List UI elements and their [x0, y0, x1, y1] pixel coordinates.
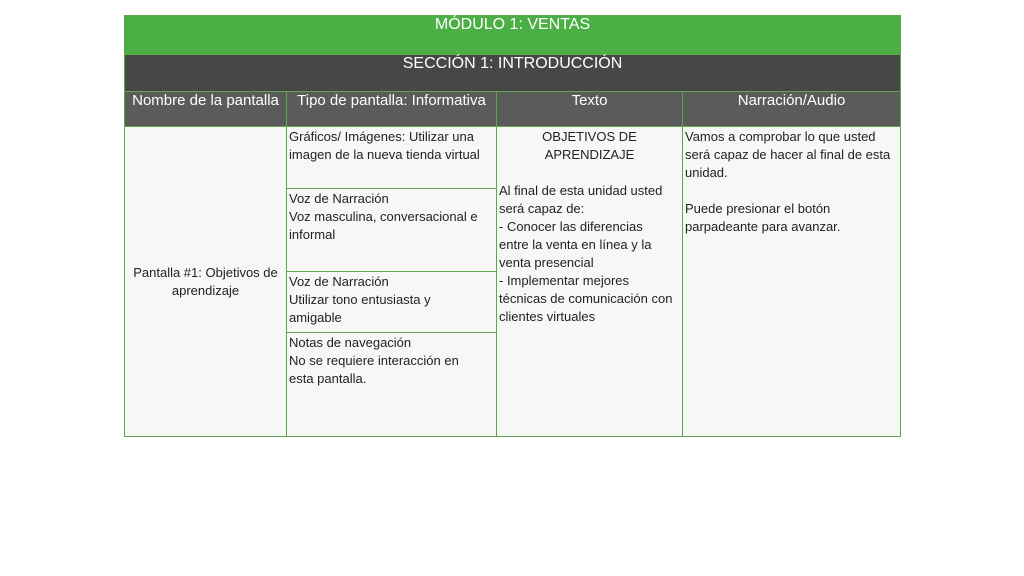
text-line: venta presencial: [499, 255, 594, 270]
type-item-line: Utilizar tono entusiasta y: [289, 292, 431, 307]
text-line: Al final de esta unidad usted: [499, 183, 663, 198]
table-row: [125, 127, 901, 189]
section-title: SECCIÓN 1: INTRODUCCIÓN: [125, 55, 901, 92]
header-screen-type: Tipo de pantalla: Informativa: [287, 92, 497, 127]
type-item-line: No se requiere interacción en: [289, 353, 459, 368]
type-item-graphics: [287, 127, 497, 189]
header-text: Texto: [497, 92, 683, 127]
type-item-line: Voz de Narración: [289, 191, 389, 206]
section-title-row: [125, 55, 901, 92]
narration-cell: [683, 127, 901, 437]
narration-line: Puede presionar el botón: [685, 201, 831, 216]
narration-line: parpadeante para avanzar.: [685, 219, 841, 234]
text-line: será capaz de:: [499, 201, 585, 216]
type-item-line: Gráficos/ Imágenes: Utilizar una: [289, 129, 474, 144]
type-item-navigation: [287, 333, 497, 437]
type-item-line: Voz de Narración: [289, 274, 389, 289]
text-cell: [497, 127, 683, 437]
text-line: - Conocer las diferencias: [499, 219, 643, 234]
type-item-line: esta pantalla.: [289, 371, 367, 386]
header-screen-name: Nombre de la pantalla: [125, 92, 287, 127]
type-item-line: Voz masculina, conversacional e: [289, 209, 478, 224]
type-item-line: amigable: [289, 310, 342, 325]
text-line: - Implementar mejores: [499, 273, 630, 288]
narration-line: unidad.: [685, 165, 728, 180]
storyboard-table: [124, 15, 901, 437]
type-item-voice: [287, 189, 497, 272]
narration-line: Vamos a comprobar lo que usted: [685, 129, 876, 144]
column-headers-row: [125, 92, 901, 127]
type-item-line: imagen de la nueva tienda virtual: [289, 147, 480, 162]
type-item-line: informal: [289, 227, 336, 242]
header-narration: Narración/Audio: [683, 92, 901, 127]
narration-line: será capaz de hacer al final de esta: [685, 147, 891, 162]
text-line: clientes virtuales: [499, 309, 596, 324]
type-item-line: Notas de navegación: [289, 335, 412, 350]
type-item-tone: [287, 272, 497, 333]
screen-name-cell: [125, 127, 287, 437]
objectives-heading: OBJETIVOS DE APRENDIZAJE: [542, 129, 637, 162]
module-title: MÓDULO 1: VENTAS: [125, 16, 901, 55]
screen-name: Pantalla #1: Objetivos de aprendizaje: [133, 264, 278, 298]
text-line: entre la venta en línea y la: [499, 237, 652, 252]
text-line: técnicas de comunicación con: [499, 291, 673, 306]
module-title-row: [125, 16, 901, 55]
